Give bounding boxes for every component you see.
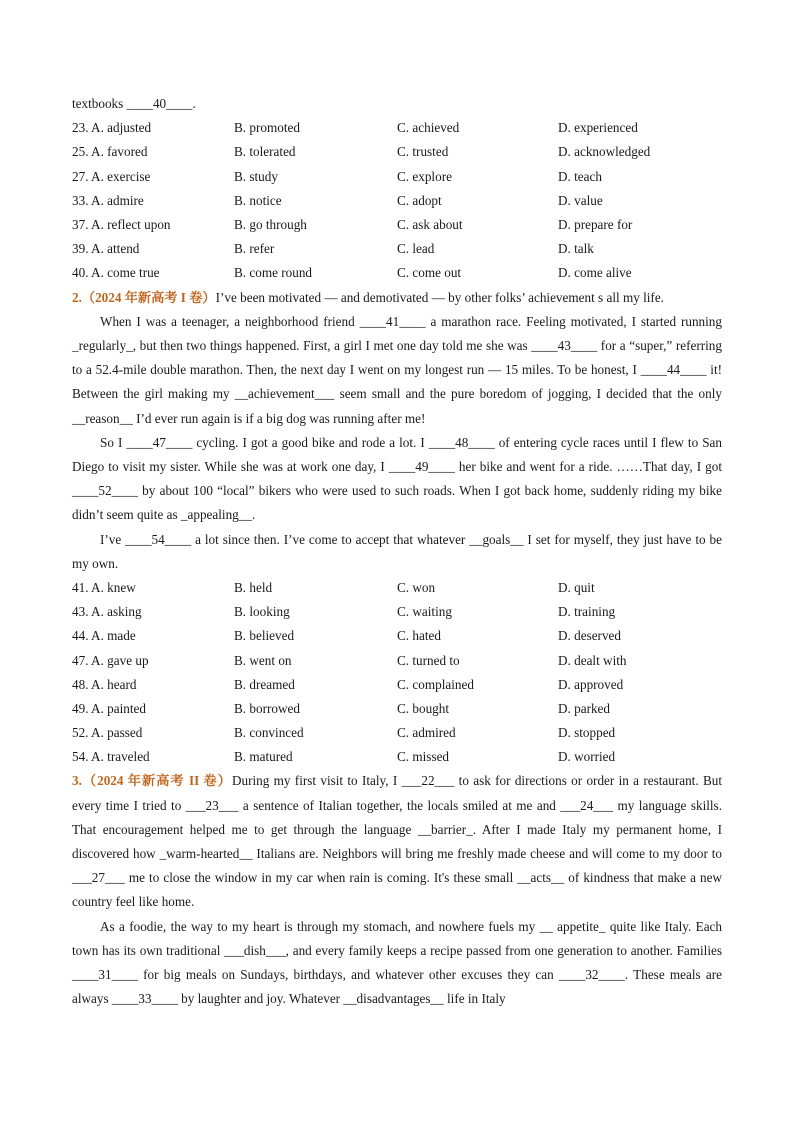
passage-2-intro: 2.（2024 年新高考 I 卷）I’ve been motivated — and demotivated — by other folks’ achievement s all my life. <box>72 289 664 305</box>
option-choice: 39. A. attend <box>72 241 140 257</box>
option-choice: 47. A. gave up <box>72 652 149 668</box>
option-choice: D. training <box>558 604 616 620</box>
option-choice: D. dealt with <box>558 652 627 668</box>
passage-2-paragraph-1: When I was a teenager, a neighborhood friend ____41____ a marathon race. Feeling motivated, I started running _regularly_, but then two things happened. First, a girl I met one day told me she was ____43____ for a “super,” referring to a 52.4-mile double marathon. Then, the next day I went on my longest run — 15 miles. To be honest, I ____44____ it! Between the girl making my __achievement___ seem small and the pure boredom of jogging, I decided that the only __reason__ I’d ever run again is if a big dog was running after me! <box>72 313 722 426</box>
option-choice: C. achieved <box>397 120 460 136</box>
question-3-heading: 3.（2024 年新高考 II 卷） <box>72 773 232 789</box>
option-row <box>72 697 722 721</box>
option-choice: D. come alive <box>558 265 632 281</box>
option-choice: C. come out <box>397 265 462 281</box>
option-row <box>72 649 722 673</box>
option-choice: D. quit <box>558 579 595 595</box>
option-choice: 41. A. knew <box>72 579 136 595</box>
option-choice: 37. A. reflect upon <box>72 216 171 232</box>
option-choice: D. deserved <box>558 628 621 644</box>
option-choice: 44. A. made <box>72 628 136 644</box>
option-row <box>72 213 722 237</box>
option-choice: 54. A. traveled <box>72 749 150 765</box>
option-choice: D. experienced <box>558 120 638 136</box>
option-choice: D. prepare for <box>558 216 633 232</box>
option-choice: B. held <box>234 579 273 595</box>
passage-2-paragraph-3: I’ve ____54____ a lot since then. I’ve come to accept that whatever __goals__ I set for myself, they just have to be my own. <box>72 531 722 571</box>
option-choice: C. admired <box>397 725 456 741</box>
option-choice: B. dreamed <box>234 676 295 692</box>
option-choice: C. adopt <box>397 192 442 208</box>
option-choice: D. value <box>558 192 603 208</box>
option-choice: D. parked <box>558 700 610 716</box>
passage-1-options <box>72 116 722 285</box>
exam-page <box>72 92 722 1011</box>
option-choice: D. talk <box>558 241 594 257</box>
option-choice: 27. A. exercise <box>72 168 151 184</box>
option-row <box>72 189 722 213</box>
option-choice: C. turned to <box>397 652 460 668</box>
option-choice: B. tolerated <box>234 144 296 160</box>
option-choice: C. bought <box>397 700 450 716</box>
option-row <box>72 673 722 697</box>
option-choice: B. notice <box>234 192 282 208</box>
option-choice: 23. A. adjusted <box>72 120 152 136</box>
option-choice: 33. A. admire <box>72 192 144 208</box>
option-choice: 40. A. come true <box>72 265 160 281</box>
option-choice: B. went on <box>234 652 292 668</box>
option-choice: C. explore <box>397 168 452 184</box>
passage-3-paragraph-2: As a foodie, the way to my heart is through my stomach, and nowhere fuels my __ appetite_ quite like Italy. Each town has its own traditional ___dish___, and every family keeps a recipe passed from one generation to another. Families ____31____ for big meals on Sundays, birthdays, and whatever other excuses they can ____32____. These meals are always ____33____ by laughter and joy. Whatever __disadvantages__ life in Italy <box>72 918 722 1007</box>
option-choice: B. convinced <box>234 725 304 741</box>
option-row <box>72 116 722 140</box>
option-choice: D. stopped <box>558 725 616 741</box>
option-row <box>72 165 722 189</box>
option-row <box>72 261 722 285</box>
passage-2-options <box>72 576 722 770</box>
option-choice: 43. A. asking <box>72 604 142 620</box>
option-choice: D. approved <box>558 676 624 692</box>
option-choice: B. come round <box>234 265 313 281</box>
option-choice: C. trusted <box>397 144 449 160</box>
option-choice: B. borrowed <box>234 700 300 716</box>
option-choice: C. waiting <box>397 604 452 620</box>
option-choice: C. lead <box>397 241 435 257</box>
passage-1-tail: textbooks ____40____. <box>72 96 196 111</box>
option-row <box>72 745 722 769</box>
question-2-heading: 2.（2024 年新高考 I 卷） <box>72 289 216 305</box>
option-choice: B. believed <box>234 628 295 644</box>
option-choice: 25. A. favored <box>72 144 148 160</box>
option-choice: C. ask about <box>397 216 463 232</box>
option-choice: B. refer <box>234 241 275 257</box>
option-choice: 49. A. painted <box>72 700 146 716</box>
option-choice: C. missed <box>397 749 450 765</box>
option-choice: 48. A. heard <box>72 676 137 692</box>
option-choice: C. complained <box>397 676 474 692</box>
option-choice: B. looking <box>234 604 290 620</box>
option-row <box>72 600 722 624</box>
option-row <box>72 721 722 745</box>
option-choice: B. go through <box>234 216 307 232</box>
option-choice: D. worried <box>558 749 616 765</box>
option-choice: B. promoted <box>234 120 300 136</box>
passage-2-paragraph-2: So I ____47____ cycling. I got a good bike and rode a lot. I ____48____ of entering cycle races until I flew to San Diego to visit my sister. While she was at work one day, I ____49____ her bike and went for a ride. ……That day, I got ____52____ by about 100 “local” bikers who were used to such roads. When I got back home, suddenly riding my bike didn’t seem quite as _appealing__. <box>72 434 722 523</box>
option-choice: B. study <box>234 168 278 184</box>
option-choice: D. teach <box>558 168 602 184</box>
option-choice: D. acknowledged <box>558 144 651 160</box>
option-choice: C. won <box>397 579 436 595</box>
option-choice: B. matured <box>234 749 293 765</box>
option-choice: 52. A. passed <box>72 725 143 741</box>
option-choice: C. hated <box>397 628 441 644</box>
passage-3-paragraph-1: 3.（2024 年新高考 II 卷）During my first visit to Italy, I ___22___ to ask for directions or order in a restaurant. But every time I tried to ___23___ a sentence of Italian together, the locals smiled at me and ___24___ my language skills. That encouragement helped me to get through the language __barrier_. After I made Italy my permanent home, I discovered how _warm-hearted__ Italians are. Neighbors will bring me freshly made cheese and will come to my door to ___27___ me to close the window in my car when rain is coming. It's these small __acts__ of kindness that make a new country feel like home. <box>72 773 722 910</box>
option-row <box>72 576 722 600</box>
option-row <box>72 140 722 164</box>
option-row <box>72 237 722 261</box>
option-row <box>72 624 722 648</box>
